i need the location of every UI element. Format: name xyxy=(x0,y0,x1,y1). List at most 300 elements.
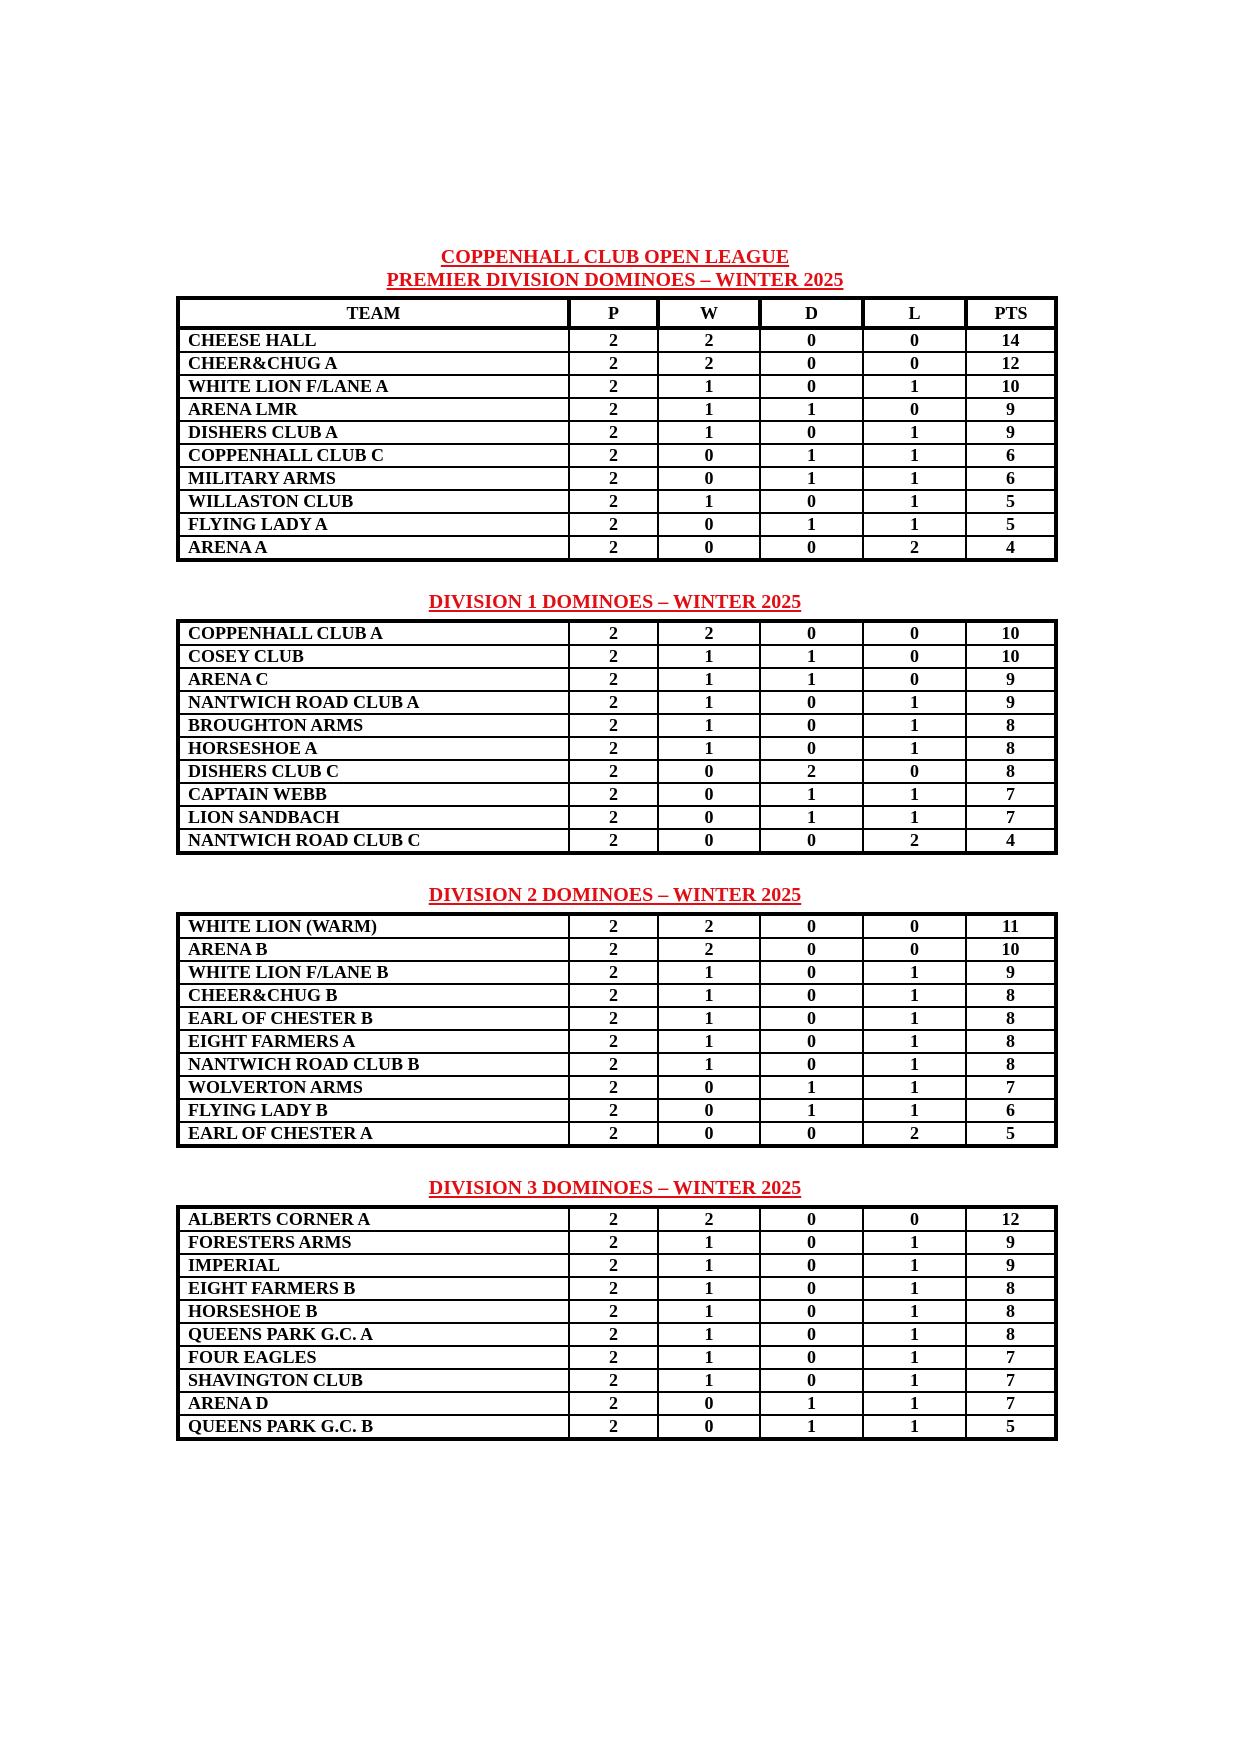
table-row xyxy=(178,691,1056,714)
stat-cell: 9 xyxy=(966,668,1056,691)
stat-cell: 2 xyxy=(658,328,760,352)
stat-cell: 2 xyxy=(569,621,658,645)
stat-cell: 1 xyxy=(863,375,966,398)
stat-cell: 0 xyxy=(760,1300,863,1323)
stat-cell: 0 xyxy=(658,829,760,853)
stat-cell: 0 xyxy=(760,961,863,984)
stat-cell: 0 xyxy=(658,1076,760,1099)
stat-cell: 1 xyxy=(863,1346,966,1369)
stat-cell: 2 xyxy=(569,1099,658,1122)
stat-cell: 1 xyxy=(863,783,966,806)
stat-cell: 1 xyxy=(658,984,760,1007)
stat-cell: 4 xyxy=(966,536,1056,560)
stat-cell: 0 xyxy=(760,490,863,513)
stat-cell: 0 xyxy=(863,760,966,783)
table-row xyxy=(178,984,1056,1007)
table-row xyxy=(178,1207,1056,1231)
table-row xyxy=(178,1254,1056,1277)
division3-title: DIVISION 3 DOMINOES – WINTER 2025 xyxy=(428,1177,802,1199)
table-row xyxy=(178,375,1056,398)
table-row xyxy=(178,668,1056,691)
table-row xyxy=(178,467,1056,490)
stat-cell: 6 xyxy=(966,444,1056,467)
stat-cell: 1 xyxy=(863,806,966,829)
table-row xyxy=(178,1053,1056,1076)
stat-cell: 7 xyxy=(966,1076,1056,1099)
stat-cell: 2 xyxy=(569,1207,658,1231)
stat-cell: 9 xyxy=(966,961,1056,984)
stat-cell: 1 xyxy=(658,421,760,444)
stat-cell: 1 xyxy=(863,1030,966,1053)
stat-cell: 2 xyxy=(658,914,760,938)
stat-cell: 2 xyxy=(569,1346,658,1369)
stat-cell: 1 xyxy=(658,1254,760,1277)
stat-cell: 8 xyxy=(966,1007,1056,1030)
table-row xyxy=(178,1415,1056,1439)
stat-cell: 2 xyxy=(569,961,658,984)
stat-cell: 9 xyxy=(966,691,1056,714)
stat-cell: 0 xyxy=(760,1007,863,1030)
stat-cell: 1 xyxy=(760,1392,863,1415)
stat-cell: 5 xyxy=(966,1415,1056,1439)
table-row xyxy=(178,914,1056,938)
stat-cell: 0 xyxy=(760,1207,863,1231)
team-cell: EIGHT FARMERS B xyxy=(178,1277,569,1300)
stat-cell: 2 xyxy=(569,984,658,1007)
division2-rows xyxy=(178,914,1056,1146)
team-cell: EARL OF CHESTER B xyxy=(178,1007,569,1030)
stat-cell: 2 xyxy=(658,938,760,961)
stat-cell: 7 xyxy=(966,1369,1056,1392)
stat-cell: 10 xyxy=(966,375,1056,398)
table-row xyxy=(178,444,1056,467)
stat-cell: 0 xyxy=(658,1099,760,1122)
stat-cell: 1 xyxy=(658,1030,760,1053)
table-row xyxy=(178,328,1056,352)
stat-cell: 1 xyxy=(658,714,760,737)
stat-cell: 6 xyxy=(966,1099,1056,1122)
stat-cell: 1 xyxy=(863,1415,966,1439)
table-row xyxy=(178,1323,1056,1346)
column-header-points: PTS xyxy=(966,298,1056,328)
stat-cell: 1 xyxy=(760,668,863,691)
team-cell: NANTWICH ROAD CLUB A xyxy=(178,691,569,714)
division3-rows xyxy=(178,1207,1056,1439)
stat-cell: 1 xyxy=(658,398,760,421)
stat-cell: 0 xyxy=(863,645,966,668)
stat-cell: 0 xyxy=(760,1231,863,1254)
stat-cell: 1 xyxy=(863,737,966,760)
stat-cell: 2 xyxy=(569,1122,658,1146)
stat-cell: 2 xyxy=(569,490,658,513)
team-cell: DISHERS CLUB C xyxy=(178,760,569,783)
team-cell: EIGHT FARMERS A xyxy=(178,1030,569,1053)
stat-cell: 1 xyxy=(863,1369,966,1392)
stat-cell: 5 xyxy=(966,513,1056,536)
stat-cell: 8 xyxy=(966,760,1056,783)
stat-cell: 1 xyxy=(658,645,760,668)
stat-cell: 12 xyxy=(966,352,1056,375)
stat-cell: 1 xyxy=(863,1323,966,1346)
stat-cell: 1 xyxy=(658,668,760,691)
stat-cell: 0 xyxy=(760,737,863,760)
stat-cell: 9 xyxy=(966,1254,1056,1277)
team-cell: MILITARY ARMS xyxy=(178,467,569,490)
stat-cell: 5 xyxy=(966,1122,1056,1146)
team-cell: FLYING LADY B xyxy=(178,1099,569,1122)
stat-cell: 1 xyxy=(658,490,760,513)
stat-cell: 1 xyxy=(863,467,966,490)
stat-cell: 1 xyxy=(760,1415,863,1439)
stat-cell: 1 xyxy=(863,714,966,737)
team-cell: ARENA C xyxy=(178,668,569,691)
stat-cell: 8 xyxy=(966,714,1056,737)
stat-cell: 7 xyxy=(966,1346,1056,1369)
stat-cell: 2 xyxy=(569,1415,658,1439)
table-row xyxy=(178,961,1056,984)
stat-cell: 8 xyxy=(966,984,1056,1007)
stat-cell: 2 xyxy=(569,938,658,961)
stat-cell: 1 xyxy=(863,1053,966,1076)
stat-cell: 0 xyxy=(863,914,966,938)
team-cell: ARENA LMR xyxy=(178,398,569,421)
team-cell: NANTWICH ROAD CLUB B xyxy=(178,1053,569,1076)
team-cell: DISHERS CLUB A xyxy=(178,421,569,444)
stat-cell: 1 xyxy=(658,1231,760,1254)
table-row xyxy=(178,1007,1056,1030)
stat-cell: 2 xyxy=(569,1007,658,1030)
stat-cell: 2 xyxy=(569,444,658,467)
stat-cell: 2 xyxy=(569,1300,658,1323)
column-header-lost: L xyxy=(863,298,966,328)
division1-title: DIVISION 1 DOMINOES – WINTER 2025 xyxy=(428,591,802,613)
stat-cell: 2 xyxy=(569,1030,658,1053)
stat-cell: 0 xyxy=(658,513,760,536)
stat-cell: 1 xyxy=(658,375,760,398)
stat-cell: 0 xyxy=(658,444,760,467)
stat-cell: 10 xyxy=(966,938,1056,961)
stat-cell: 2 xyxy=(569,536,658,560)
team-cell: NANTWICH ROAD CLUB C xyxy=(178,829,569,853)
table-row xyxy=(178,536,1056,560)
stat-cell: 11 xyxy=(966,914,1056,938)
table-row xyxy=(178,938,1056,961)
stat-cell: 1 xyxy=(863,1076,966,1099)
stat-cell: 0 xyxy=(760,536,863,560)
stat-cell: 2 xyxy=(760,760,863,783)
column-header-won: W xyxy=(658,298,760,328)
stat-cell: 2 xyxy=(658,352,760,375)
stat-cell: 0 xyxy=(863,668,966,691)
table-row xyxy=(178,352,1056,375)
stat-cell: 2 xyxy=(569,375,658,398)
table-row xyxy=(178,1277,1056,1300)
stat-cell: 2 xyxy=(569,783,658,806)
stat-cell: 0 xyxy=(658,783,760,806)
stat-cell: 0 xyxy=(658,1122,760,1146)
stat-cell: 6 xyxy=(966,467,1056,490)
team-cell: QUEENS PARK G.C. A xyxy=(178,1323,569,1346)
stat-cell: 2 xyxy=(569,691,658,714)
stat-cell: 5 xyxy=(966,490,1056,513)
stat-cell: 1 xyxy=(760,783,863,806)
stat-cell: 2 xyxy=(569,1277,658,1300)
stat-cell: 0 xyxy=(760,328,863,352)
stat-cell: 1 xyxy=(863,1231,966,1254)
team-cell: SHAVINGTON CLUB xyxy=(178,1369,569,1392)
premier-division-rows xyxy=(178,328,1056,560)
stat-cell: 1 xyxy=(863,1392,966,1415)
stat-cell: 1 xyxy=(658,691,760,714)
stat-cell: 10 xyxy=(966,645,1056,668)
team-cell: LION SANDBACH xyxy=(178,806,569,829)
stat-cell: 1 xyxy=(760,645,863,668)
table-row xyxy=(178,513,1056,536)
stat-cell: 2 xyxy=(658,1207,760,1231)
stat-cell: 0 xyxy=(863,938,966,961)
stat-cell: 1 xyxy=(863,961,966,984)
table-row xyxy=(178,421,1056,444)
stat-cell: 1 xyxy=(658,737,760,760)
stat-cell: 1 xyxy=(863,1007,966,1030)
stat-cell: 1 xyxy=(863,421,966,444)
stat-cell: 9 xyxy=(966,421,1056,444)
team-cell: CAPTAIN WEBB xyxy=(178,783,569,806)
table-row xyxy=(178,1076,1056,1099)
team-cell: CHEESE HALL xyxy=(178,328,569,352)
stat-cell: 0 xyxy=(760,1369,863,1392)
stat-cell: 0 xyxy=(760,938,863,961)
stat-cell: 2 xyxy=(569,328,658,352)
stat-cell: 2 xyxy=(569,398,658,421)
table-row xyxy=(178,737,1056,760)
stat-cell: 1 xyxy=(760,398,863,421)
stat-cell: 9 xyxy=(966,398,1056,421)
table-row xyxy=(178,645,1056,668)
stat-cell: 2 xyxy=(658,621,760,645)
stat-cell: 2 xyxy=(569,1369,658,1392)
column-header-team: TEAM xyxy=(178,298,569,328)
table-row xyxy=(178,621,1056,645)
stat-cell: 7 xyxy=(966,806,1056,829)
team-cell: FORESTERS ARMS xyxy=(178,1231,569,1254)
stat-cell: 0 xyxy=(863,352,966,375)
stat-cell: 0 xyxy=(863,398,966,421)
table-row xyxy=(178,1392,1056,1415)
stat-cell: 0 xyxy=(760,1323,863,1346)
stat-cell: 0 xyxy=(760,1122,863,1146)
stat-cell: 0 xyxy=(760,375,863,398)
stat-cell: 0 xyxy=(658,1415,760,1439)
stat-cell: 0 xyxy=(863,1207,966,1231)
division3-table xyxy=(176,1205,1058,1441)
stat-cell: 14 xyxy=(966,328,1056,352)
column-header-played: P xyxy=(569,298,658,328)
team-cell: CHEER&CHUG B xyxy=(178,984,569,1007)
team-cell: ALBERTS CORNER A xyxy=(178,1207,569,1231)
stat-cell: 1 xyxy=(863,513,966,536)
stat-cell: 0 xyxy=(760,1277,863,1300)
stat-cell: 1 xyxy=(863,1277,966,1300)
stat-cell: 2 xyxy=(569,513,658,536)
table-row xyxy=(178,1231,1056,1254)
stat-cell: 2 xyxy=(863,1122,966,1146)
team-cell: WHITE LION F/LANE B xyxy=(178,961,569,984)
stat-cell: 1 xyxy=(863,1254,966,1277)
stat-cell: 0 xyxy=(760,421,863,444)
stat-cell: 0 xyxy=(658,760,760,783)
stat-cell: 2 xyxy=(569,421,658,444)
stat-cell: 0 xyxy=(760,714,863,737)
stat-cell: 2 xyxy=(863,829,966,853)
team-cell: CHEER&CHUG A xyxy=(178,352,569,375)
stat-cell: 4 xyxy=(966,829,1056,853)
team-cell: HORSESHOE A xyxy=(178,737,569,760)
premier-division-title: PREMIER DIVISION DOMINOES – WINTER 2025 xyxy=(386,269,844,291)
stat-cell: 2 xyxy=(569,1323,658,1346)
stat-cell: 8 xyxy=(966,1277,1056,1300)
team-cell: FOUR EAGLES xyxy=(178,1346,569,1369)
table-row xyxy=(178,1099,1056,1122)
premier-division-table xyxy=(176,296,1058,562)
stat-cell: 2 xyxy=(569,352,658,375)
stat-cell: 0 xyxy=(658,1392,760,1415)
table-row xyxy=(178,490,1056,513)
team-cell: ARENA D xyxy=(178,1392,569,1415)
stat-cell: 1 xyxy=(760,467,863,490)
stat-cell: 8 xyxy=(966,1053,1056,1076)
team-cell: COPPENHALL CLUB C xyxy=(178,444,569,467)
table-row xyxy=(178,398,1056,421)
team-cell: COPPENHALL CLUB A xyxy=(178,621,569,645)
team-cell: EARL OF CHESTER A xyxy=(178,1122,569,1146)
stat-cell: 2 xyxy=(569,1392,658,1415)
table-row xyxy=(178,806,1056,829)
stat-cell: 1 xyxy=(658,961,760,984)
stat-cell: 0 xyxy=(760,352,863,375)
stat-cell: 2 xyxy=(569,829,658,853)
team-cell: WHITE LION F/LANE A xyxy=(178,375,569,398)
table-row xyxy=(178,829,1056,853)
division1-table xyxy=(176,619,1058,855)
team-cell: ARENA A xyxy=(178,536,569,560)
stat-cell: 0 xyxy=(760,621,863,645)
stat-cell: 2 xyxy=(569,714,658,737)
stat-cell: 1 xyxy=(760,513,863,536)
stat-cell: 0 xyxy=(658,536,760,560)
stat-cell: 1 xyxy=(658,1369,760,1392)
table-row xyxy=(178,783,1056,806)
stat-cell: 1 xyxy=(863,984,966,1007)
division1-rows xyxy=(178,621,1056,853)
stat-cell: 0 xyxy=(760,829,863,853)
stat-cell: 2 xyxy=(569,760,658,783)
stat-cell: 7 xyxy=(966,1392,1056,1415)
table-row xyxy=(178,1122,1056,1146)
stat-cell: 1 xyxy=(658,1323,760,1346)
team-cell: QUEENS PARK G.C. B xyxy=(178,1415,569,1439)
stat-cell: 0 xyxy=(658,806,760,829)
column-header-drawn: D xyxy=(760,298,863,328)
team-cell: IMPERIAL xyxy=(178,1254,569,1277)
stat-cell: 2 xyxy=(569,467,658,490)
stat-cell: 1 xyxy=(863,444,966,467)
stat-cell: 8 xyxy=(966,1030,1056,1053)
stat-cell: 8 xyxy=(966,1300,1056,1323)
stat-cell: 0 xyxy=(658,467,760,490)
table-row xyxy=(178,1030,1056,1053)
document-content xyxy=(176,246,1054,1441)
stat-cell: 1 xyxy=(863,1300,966,1323)
stat-cell: 0 xyxy=(863,328,966,352)
team-cell: WOLVERTON ARMS xyxy=(178,1076,569,1099)
stat-cell: 8 xyxy=(966,737,1056,760)
league-title: COPPENHALL CLUB OPEN LEAGUE xyxy=(440,246,790,268)
stat-cell: 2 xyxy=(569,806,658,829)
stat-cell: 12 xyxy=(966,1207,1056,1231)
table-row xyxy=(178,1346,1056,1369)
stat-cell: 1 xyxy=(760,444,863,467)
stat-cell: 0 xyxy=(760,914,863,938)
stat-cell: 2 xyxy=(569,668,658,691)
stat-cell: 2 xyxy=(569,737,658,760)
stat-cell: 0 xyxy=(760,1346,863,1369)
stat-cell: 1 xyxy=(658,1346,760,1369)
stat-cell: 0 xyxy=(760,984,863,1007)
stat-cell: 1 xyxy=(863,1099,966,1122)
stat-cell: 1 xyxy=(760,1076,863,1099)
stat-cell: 0 xyxy=(760,691,863,714)
team-cell: ARENA B xyxy=(178,938,569,961)
team-cell: COSEY CLUB xyxy=(178,645,569,668)
stat-cell: 2 xyxy=(863,536,966,560)
division2-title: DIVISION 2 DOMINOES – WINTER 2025 xyxy=(428,884,802,906)
stat-cell: 1 xyxy=(658,1277,760,1300)
stat-cell: 2 xyxy=(569,1231,658,1254)
division2-table xyxy=(176,912,1058,1148)
table-row xyxy=(178,1300,1056,1323)
table-row xyxy=(178,1369,1056,1392)
stat-cell: 1 xyxy=(658,1007,760,1030)
stat-cell: 2 xyxy=(569,1076,658,1099)
stat-cell: 1 xyxy=(658,1053,760,1076)
team-cell: WHITE LION (WARM) xyxy=(178,914,569,938)
stat-cell: 9 xyxy=(966,1231,1056,1254)
stat-cell: 0 xyxy=(760,1030,863,1053)
stat-cell: 1 xyxy=(658,1300,760,1323)
table-header-row xyxy=(178,298,1056,328)
team-cell: BROUGHTON ARMS xyxy=(178,714,569,737)
stat-cell: 10 xyxy=(966,621,1056,645)
stat-cell: 0 xyxy=(760,1254,863,1277)
stat-cell: 1 xyxy=(863,691,966,714)
stat-cell: 8 xyxy=(966,1323,1056,1346)
team-cell: HORSESHOE B xyxy=(178,1300,569,1323)
table-row xyxy=(178,760,1056,783)
stat-cell: 0 xyxy=(863,621,966,645)
team-cell: WILLASTON CLUB xyxy=(178,490,569,513)
team-cell: FLYING LADY A xyxy=(178,513,569,536)
stat-cell: 7 xyxy=(966,783,1056,806)
stat-cell: 2 xyxy=(569,1254,658,1277)
stat-cell: 0 xyxy=(760,1053,863,1076)
stat-cell: 2 xyxy=(569,1053,658,1076)
stat-cell: 2 xyxy=(569,645,658,668)
stat-cell: 2 xyxy=(569,914,658,938)
table-row xyxy=(178,714,1056,737)
stat-cell: 1 xyxy=(760,1099,863,1122)
stat-cell: 1 xyxy=(760,806,863,829)
